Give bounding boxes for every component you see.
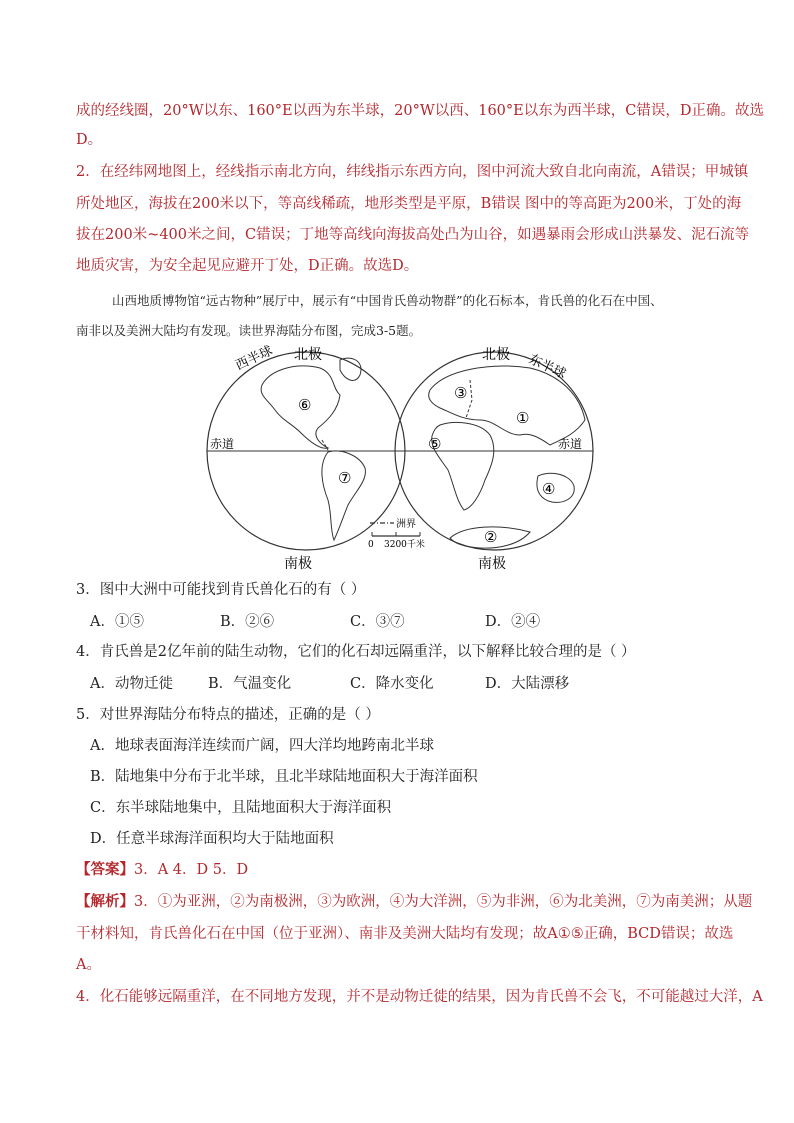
q3-option-a: A．①⑤ xyxy=(90,614,144,630)
west-hemisphere-label: 西半球 xyxy=(233,343,276,374)
q3-option-c: C．③⑦ xyxy=(350,614,405,630)
scale-zero: 0 xyxy=(368,540,374,550)
q4-option-a: A．动物迁徙 xyxy=(90,676,173,692)
prev-answer-line-2: D。 xyxy=(76,132,103,148)
prev-answer-line-1: 成的经线圈，20°W以东、160°E以西为东半球，20°W以西、160°E以东为西半球，C错误，D正确。故选 xyxy=(76,103,764,119)
q5-stem: 5．对世界海陆分布特点的描述，正确的是（ ） xyxy=(76,707,380,723)
q2-analysis-line-3: 拔在200米~400米之间，C错误；丁地等高线向海拔高处凸为山谷，如遇暴雨会形成山洪暴发、泥石流等 xyxy=(76,227,750,243)
world-land-sea-map xyxy=(200,340,600,575)
marker-2: ② xyxy=(484,528,498,546)
q4-option-d: D．大陆漂移 xyxy=(485,676,570,692)
north-pole-label-west: 北极 xyxy=(294,347,322,363)
answer-tag: 【答案】 xyxy=(76,861,134,878)
analysis-line-1 xyxy=(76,892,754,912)
analysis-text-1: 3．①为亚洲，②为南极洲，③为欧洲，④为大洋洲，⑤为非洲，⑥为北美洲，⑦为南美洲；从题 xyxy=(134,894,753,910)
analysis-line-3: A。 xyxy=(76,957,101,973)
marker-5: ⑤ xyxy=(428,435,442,453)
q5-option-c: C．东半球陆地集中，且陆地面积大于海洋面积 xyxy=(90,800,392,816)
south-america-outline xyxy=(322,451,366,540)
marker-6: ⑥ xyxy=(298,396,312,414)
analysis-text-2a: 干材料知，肯氏兽化石在中国（位于亚洲）、南非及美洲大陆均有发现；故 xyxy=(76,926,548,942)
q5-option-a: A．地球表面海洋连续而广阔，四大洋均地跨南北半球 xyxy=(90,738,434,754)
east-hemisphere-label: 东半球 xyxy=(526,352,569,383)
q2-analysis-line-2: 所处地区，海拔在200米以下，等高线稀疏，地形类型是平原，B错误 图中的等高距为200米，丁处的海 xyxy=(76,196,742,212)
material-line-1: 山西地质博物馆“远古物种”展厅中，展示有“中国肯氏兽动物群”的化石标本，肯氏兽的化石在中国、 xyxy=(112,293,663,308)
q3-stem: 3．图中大洲中可能找到肯氏兽化石的有（ ） xyxy=(76,582,366,598)
q4-option-c: C．降水变化 xyxy=(350,676,434,692)
north-pole-label-east: 北极 xyxy=(482,347,510,363)
q3-option-d: D．②④ xyxy=(485,614,541,630)
marker-3: ③ xyxy=(454,384,468,402)
q4-stem: 4．肯氏兽是2亿年前的陆生动物，它们的化石却远隔重洋，以下解释比较合理的是（ ） xyxy=(76,644,636,660)
marker-4: ④ xyxy=(542,480,556,498)
analysis-line-4: 4．化石能够远隔重洋，在不同地方发现，并不是动物迁徙的结果，因为肯氏兽不会飞，不可能越过大洋，A xyxy=(76,989,763,1005)
analysis-tag: 【解析】 xyxy=(76,893,134,910)
equator-label-west: 赤道 xyxy=(210,437,235,451)
south-pole-label-west: 南极 xyxy=(284,556,312,572)
equator-label-east: 赤道 xyxy=(558,437,583,451)
analysis-line-2 xyxy=(76,924,754,944)
analysis-text-2b: A①⑤正确， xyxy=(547,926,628,942)
q4-option-b: B．气温变化 xyxy=(208,676,292,692)
marker-7: ⑦ xyxy=(338,469,352,487)
answer-text: 3．A 4．D 5．D xyxy=(134,862,249,878)
q2-analysis-line-4: 地质灾害，为安全起见应避开丁处，D正确。故选D。 xyxy=(76,258,419,274)
q2-analysis-line-1: 2．在经纬网地图上，经线指示南北方向，纬线指示东西方向，图中河流大致自北向南流，A错误；甲城镇 xyxy=(76,164,749,180)
scale-value: 3200千米 xyxy=(384,540,425,550)
q5-option-b: B．陆地集中分布于北半球，且北半球陆地面积大于海洋面积 xyxy=(90,769,478,785)
south-pole-label-east: 南极 xyxy=(478,556,506,572)
analysis-text-2c: BCD错误；故选 xyxy=(627,926,734,942)
legend-boundary-label: 洲界 xyxy=(396,519,416,530)
q3-option-b: B．②⑥ xyxy=(220,614,275,630)
answer-line xyxy=(76,860,754,880)
q5-option-d: D．任意半球海洋面积均大于陆地面积 xyxy=(90,831,334,847)
material-line-2: 南非以及美洲大陆均有发现。读世界海陆分布图，完成3-5题。 xyxy=(76,323,422,338)
marker-1: ① xyxy=(516,409,530,427)
